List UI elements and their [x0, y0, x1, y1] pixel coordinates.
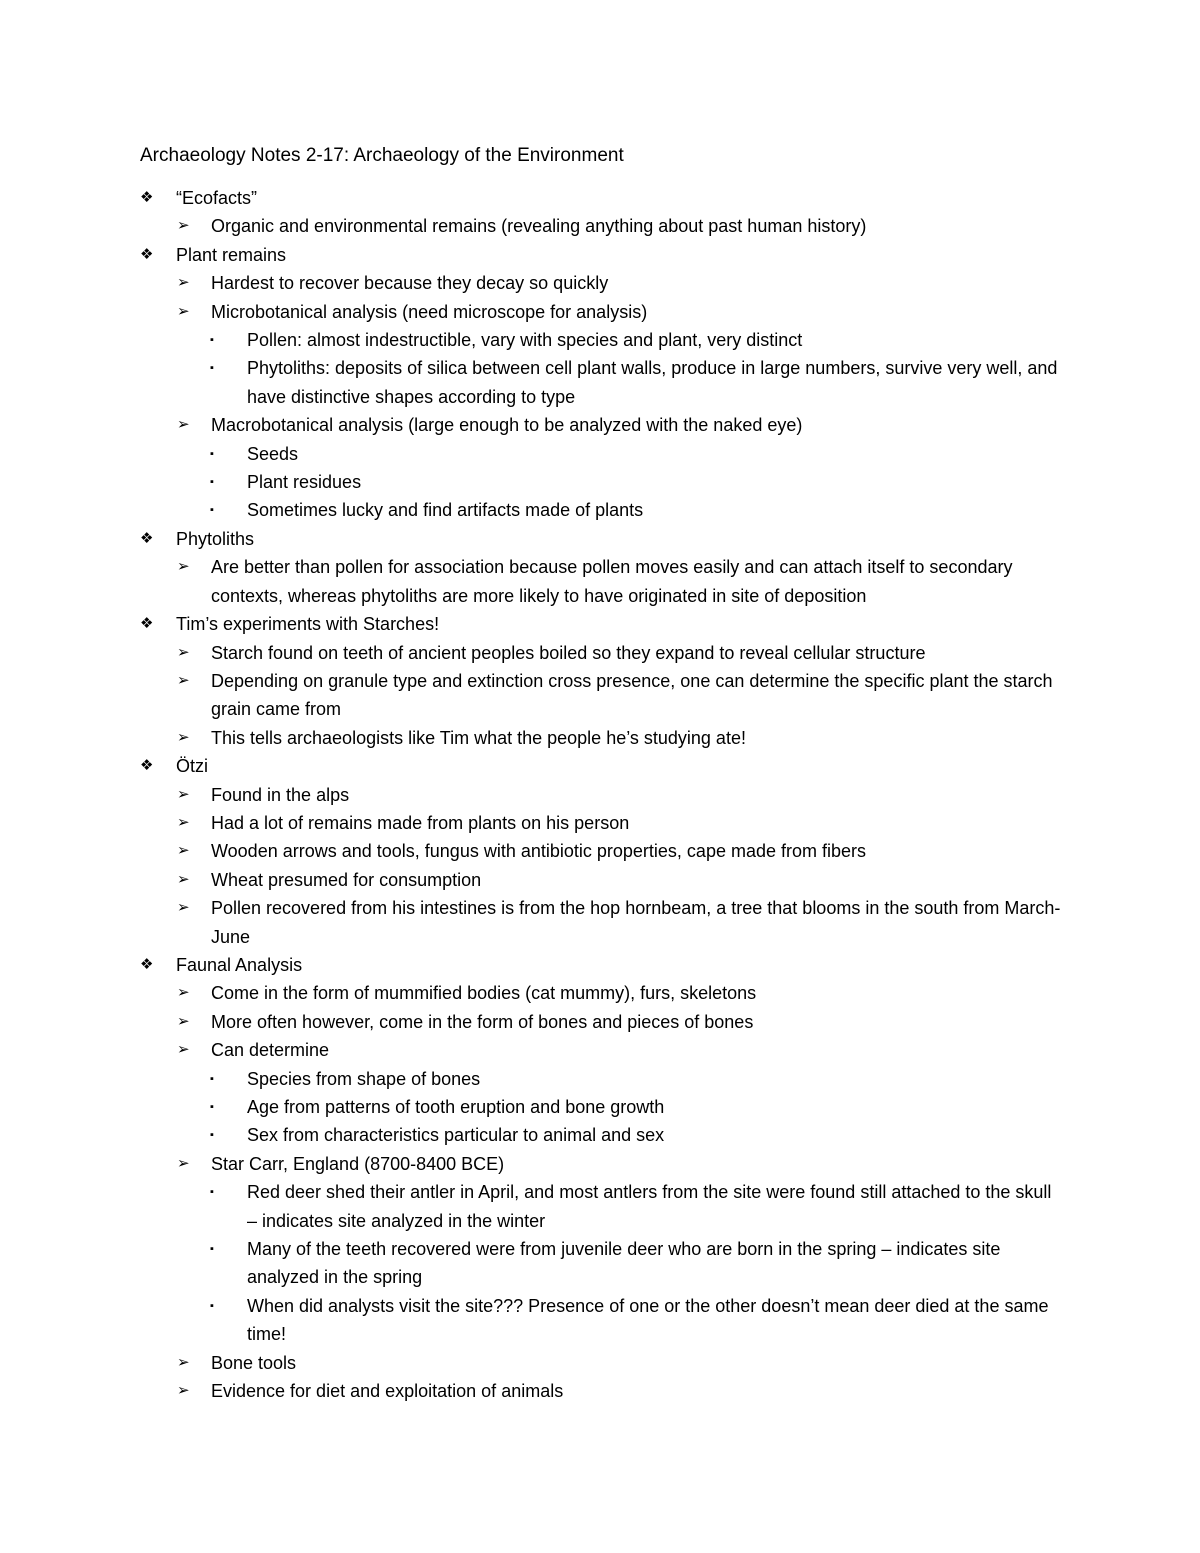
subtopic-item	[0, 1008, 1200, 1036]
subtopic-item	[0, 724, 1200, 752]
square-bullet-icon: ▪	[210, 504, 214, 517]
item-text: Come in the form of mummified bodies (cat mummy), furs, skeletons	[211, 983, 757, 1004]
item-text: This tells archaeologists like Tim what the people he’s studying ate!	[211, 727, 746, 748]
diamond-bullet-icon: ❖	[140, 955, 154, 973]
square-bullet-icon: ▪	[210, 1129, 214, 1142]
subtopic-item	[0, 411, 1200, 439]
item-text: Pollen: almost indestructible, vary with species and plant, very distinct	[247, 330, 803, 351]
arrow-bullet-icon: ➢	[177, 785, 190, 803]
square-bullet-icon: ▪	[210, 1101, 214, 1113]
square-bullet-icon: ▪	[210, 334, 214, 347]
item-text: Macrobotanical analysis (large enough to be analyzed with the naked eye)	[211, 415, 803, 436]
topic-item	[0, 951, 1200, 979]
arrow-bullet-icon: ➢	[177, 870, 190, 888]
subtopic-item	[0, 269, 1200, 297]
square-bullet-icon: ▪	[210, 1186, 214, 1199]
item-text: Phytoliths	[176, 528, 255, 549]
subtopic-item	[0, 781, 1200, 809]
arrow-bullet-icon: ➢	[177, 302, 190, 320]
item-text: Hardest to recover because they decay so quickly	[211, 273, 609, 294]
arrow-bullet-icon: ➢	[177, 728, 190, 746]
square-bullet-icon: ▪	[210, 476, 214, 489]
topic-item	[0, 525, 1200, 553]
item-text: Seeds	[247, 443, 299, 464]
item-text: Found in the alps	[211, 784, 350, 805]
item-text: Can determine	[211, 1040, 330, 1061]
diamond-bullet-icon: ❖	[140, 529, 154, 547]
topic-item	[0, 752, 1200, 780]
subtopic-item	[0, 866, 1200, 894]
item-text: Red deer shed their antler in April, and most antlers from the site were found still attached to the skull – indicates site analyzed in the winter	[247, 1182, 1052, 1231]
square-bullet-icon: ▪	[210, 1072, 214, 1085]
detail-item	[0, 1093, 1200, 1121]
subtopic-item	[0, 298, 1200, 326]
arrow-bullet-icon: ➢	[177, 416, 190, 434]
item-text: Starch found on teeth of ancient peoples boiled so they expand to reveal cellular structure	[211, 642, 926, 663]
arrow-bullet-icon: ➢	[177, 558, 190, 576]
arrow-bullet-icon: ➢	[177, 1012, 190, 1030]
detail-item	[0, 354, 1200, 411]
arrow-bullet-icon: ➢	[177, 984, 190, 1002]
item-text: Species from shape of bones	[247, 1068, 481, 1089]
item-text: Organic and environmental remains (revealing anything about past human history)	[211, 216, 867, 237]
item-text: Plant remains	[176, 244, 287, 265]
item-text: Wheat presumed for consumption	[211, 869, 482, 890]
item-text: Evidence for diet and exploitation of animals	[211, 1381, 564, 1402]
arrow-bullet-icon: ➢	[177, 813, 190, 831]
arrow-bullet-icon: ➢	[177, 1382, 190, 1400]
item-text: Pollen recovered from his intestines is from the hop hornbeam, a tree that blooms in the south from March-June	[211, 898, 1061, 947]
item-text: Are better than pollen for association because pollen moves easily and can attach itself to secondary contexts, whereas phytoliths are more likely to have originated in site of deposition	[211, 557, 1013, 606]
notes-outline	[0, 184, 1200, 1405]
item-text: Sometimes lucky and find artifacts made of plants	[247, 500, 644, 521]
subtopic-item	[0, 553, 1200, 610]
subtopic-item	[0, 979, 1200, 1007]
topic-item	[0, 241, 1200, 269]
item-text: Sex from characteristics particular to animal and sex	[247, 1125, 665, 1146]
diamond-bullet-icon: ❖	[140, 189, 154, 206]
diamond-bullet-icon: ❖	[140, 757, 154, 775]
item-text: Plant residues	[247, 472, 362, 493]
item-text: Wooden arrows and tools, fungus with antibiotic properties, cape made from fibers	[211, 841, 867, 862]
square-bullet-icon: ▪	[210, 1299, 214, 1312]
diamond-bullet-icon: ❖	[140, 615, 154, 633]
subtopic-item	[0, 809, 1200, 837]
item-text: Depending on granule type and extinction cross presence, one can determine the specific plant the starch grain came from	[211, 670, 1053, 720]
arrow-bullet-icon: ➢	[177, 643, 190, 661]
item-text: Bone tools	[211, 1352, 297, 1373]
item-text: Phytoliths: deposits of silica between cell plant walls, produce in large numbers, survive very well, and have distinctive shapes according to type	[247, 358, 1058, 407]
arrow-bullet-icon: ➢	[177, 671, 190, 689]
square-bullet-icon: ▪	[210, 447, 214, 460]
item-text: Had a lot of remains made from plants on his person	[211, 812, 630, 833]
subtopic-item	[0, 212, 1200, 240]
arrow-bullet-icon: ➢	[177, 1041, 190, 1059]
detail-item	[0, 1065, 1200, 1093]
arrow-bullet-icon: ➢	[177, 217, 190, 235]
detail-item	[0, 468, 1200, 496]
item-text: When did analysts visit the site??? Presence of one or the other doesn’t mean deer died at the same time!	[247, 1295, 1049, 1345]
item-text: Star Carr, England (8700-8400 BCE)	[211, 1153, 505, 1174]
item-text: More often however, come in the form of bones and pieces of bones	[211, 1011, 754, 1032]
subtopic-item	[0, 667, 1200, 724]
item-text: “Ecofacts”	[176, 188, 258, 208]
topic-item	[0, 610, 1200, 638]
detail-item	[0, 440, 1200, 468]
subtopic-item	[0, 894, 1200, 951]
arrow-bullet-icon: ➢	[177, 274, 190, 292]
item-text: Many of the teeth recovered were from juvenile deer who are born in the spring – indicates site analyzed in the spring	[247, 1239, 1001, 1288]
item-text: Microbotanical analysis (need microscope for analysis)	[211, 301, 648, 322]
arrow-bullet-icon: ➢	[177, 1353, 190, 1371]
item-text: Faunal Analysis	[176, 954, 303, 975]
item-text: Ötzi	[176, 756, 209, 777]
item-text: Tim’s experiments with Starches!	[176, 614, 440, 635]
detail-item	[0, 326, 1200, 354]
subtopic-item	[0, 1349, 1200, 1377]
document-title: Archaeology Notes 2-17: Archaeology of the Environment	[140, 145, 624, 166]
detail-item	[0, 1178, 1200, 1235]
subtopic-item	[0, 1377, 1200, 1405]
topic-item	[0, 184, 1200, 212]
subtopic-item	[0, 837, 1200, 865]
subtopic-item	[0, 639, 1200, 667]
square-bullet-icon: ▪	[210, 1243, 214, 1256]
arrow-bullet-icon: ➢	[177, 1154, 190, 1172]
detail-item	[0, 1235, 1200, 1292]
subtopic-item	[0, 1150, 1200, 1178]
subtopic-item	[0, 1036, 1200, 1064]
square-bullet-icon: ▪	[210, 362, 214, 375]
arrow-bullet-icon: ➢	[177, 842, 190, 860]
detail-item	[0, 496, 1200, 524]
diamond-bullet-icon: ❖	[140, 245, 154, 263]
detail-item	[0, 1121, 1200, 1149]
detail-item	[0, 1292, 1200, 1349]
item-text: Age from patterns of tooth eruption and bone growth	[247, 1097, 665, 1117]
arrow-bullet-icon: ➢	[177, 899, 190, 917]
